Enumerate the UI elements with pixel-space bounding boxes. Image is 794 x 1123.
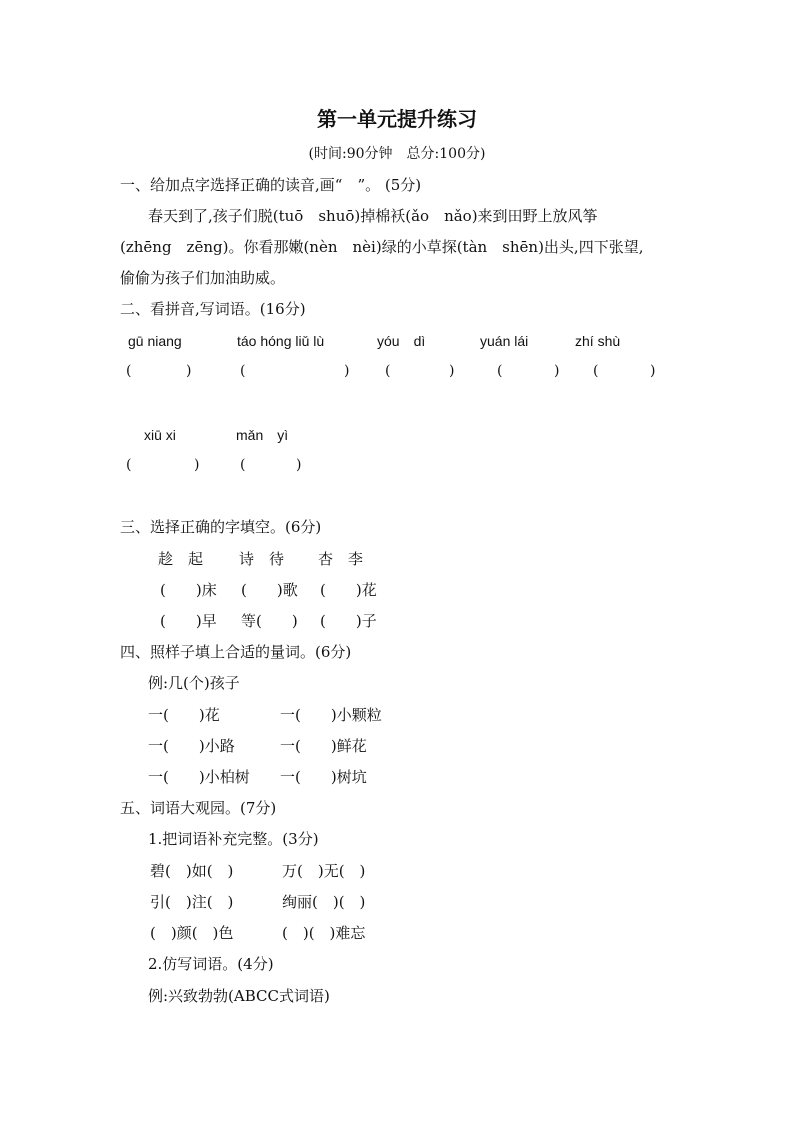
char-choice-3: 杏 李 <box>318 550 364 568</box>
q5-sub-1: 1.把词语补充完整。(3分) <box>148 830 319 848</box>
fill-blank-4[interactable]: ( )早 <box>160 612 217 630</box>
time-score-info: (时间:90分钟 总分:100分) <box>308 146 486 162</box>
q2-heading: 二、看拼音,写词语。(16分) <box>120 300 306 318</box>
fill-blank-1[interactable]: ( )床 <box>160 581 217 599</box>
q1-text-line-3: 偷偷为孩子们加油助威。 <box>120 269 286 287</box>
pinyin-4: yuán lái <box>480 333 529 349</box>
idiom-blank-3[interactable]: 引( )注( ) <box>150 893 234 911</box>
q1-text-line-2: (zhēng zēng)。你看那嫩(nèn nèi)绿的小草探(tàn shēn)出头,四下张望, <box>120 238 644 256</box>
measure-word-blank-5[interactable]: 一( )小柏树 <box>148 768 250 786</box>
page-title: 第一单元提升练习 <box>317 107 477 131</box>
pinyin-1: gū niang <box>128 333 182 349</box>
measure-word-blank-6[interactable]: 一( )树坑 <box>280 768 367 786</box>
fill-blank-3[interactable]: ( )花 <box>320 581 377 599</box>
pinyin-7: mǎn yì <box>236 427 289 443</box>
pinyin-6: xiū xi <box>144 427 176 443</box>
char-choice-2: 诗 待 <box>239 550 285 568</box>
pinyin-2: táo hóng liǔ lù <box>237 333 325 349</box>
idiom-blank-6[interactable]: ( )( )难忘 <box>282 924 366 942</box>
fill-blank-2[interactable]: ( )歌 <box>241 581 298 599</box>
measure-word-blank-3[interactable]: 一( )小路 <box>148 737 235 755</box>
idiom-blank-4[interactable]: 绚丽( )( ) <box>282 893 366 911</box>
idiom-blank-2[interactable]: 万( )无( ) <box>282 862 366 880</box>
measure-word-blank-2[interactable]: 一( )小颗粒 <box>280 706 382 724</box>
worksheet-page: 第一单元提升练习 (时间:90分钟 总分:100分) 一、给加点字选择正确的读音,画“ ”。 (5分) 春天到了,孩子们脱(tuō shuō)掉棉袄(ǎo nǎo)来到田野上放风筝 (zhēng zēng)。你看那嫩(nèn nèi)绿的小草探(tàn shēn)出头,四下张望, 偷偷为孩子们加油助威。 二、看拼音,写词语。(16分) gū niang táo hóng liǔ lù yóu dì yuán lái zhí shù ( ) ( ) ( ) ( ) ( ) xiū xi mǎn yì ( ) ( ) 三、选择正确的字填空。(6分) 趁 起 诗 待 杏 李 ( )床 ( )歌 ( )花 ( )早 等( ) ( )子 四、照样子填上合适的量词。(6分) 例:几(个)孩子 一( )花 一( )小颗粒 一( )小路 一( )鲜花 一( )小柏树 一( )树坑 五、词语大观园。(7分) 1.把词语补充完整。(3分) 碧( )如( ) 万( )无( ) 引( )注( ) 绚丽( )( ) ( )颜( )色 ( )( )难忘 2.仿写词语。(4分) 例:兴致勃勃(ABCC式词语) <box>0 0 794 1123</box>
idiom-blank-1[interactable]: 碧( )如( ) <box>150 862 234 880</box>
q5-sub-2: 2.仿写词语。(4分) <box>148 955 274 973</box>
fill-blank-6[interactable]: ( )子 <box>320 612 377 630</box>
measure-word-blank-1[interactable]: 一( )花 <box>148 706 220 724</box>
measure-word-blank-4[interactable]: 一( )鲜花 <box>280 737 367 755</box>
q5-example: 例:兴致勃勃(ABCC式词语) <box>148 987 330 1005</box>
q1-text-line-1: 春天到了,孩子们脱(tuō shuō)掉棉袄(ǎo nǎo)来到田野上放风筝 <box>148 207 598 225</box>
pinyin-5: zhí shù <box>575 333 621 349</box>
q4-heading: 四、照样子填上合适的量词。(6分) <box>120 643 352 661</box>
q5-heading: 五、词语大观园。(7分) <box>120 799 277 817</box>
idiom-blank-5[interactable]: ( )颜( )色 <box>150 924 234 942</box>
fill-blank-5[interactable]: 等( ) <box>241 612 298 630</box>
q3-heading: 三、选择正确的字填空。(6分) <box>120 518 322 536</box>
char-choice-1: 趁 起 <box>158 550 204 568</box>
pinyin-3: yóu dì <box>377 333 426 349</box>
q4-example: 例:几(个)孩子 <box>148 674 240 692</box>
q1-heading: 一、给加点字选择正确的读音,画“ ”。 (5分) <box>120 176 422 194</box>
